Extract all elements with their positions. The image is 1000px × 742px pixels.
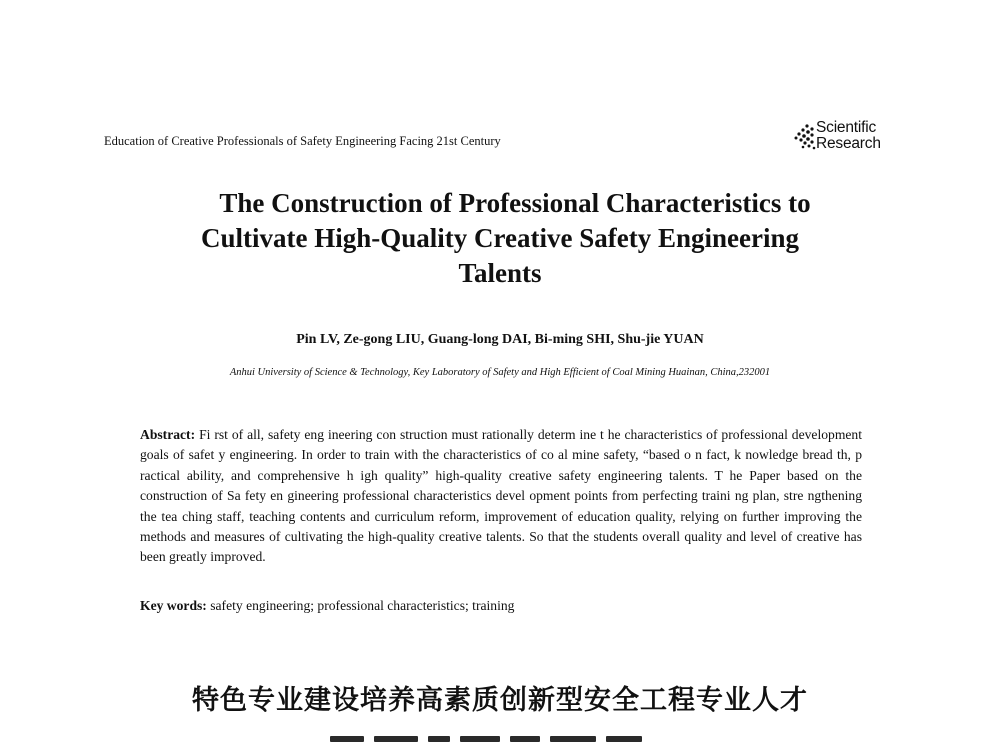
running-header: Education of Creative Professionals of Safety Engineering Facing 21st Century [104, 134, 501, 148]
title-line-1: The Construction of Professional Characteristics to [219, 188, 811, 218]
author-list: Pin LV, Ze-gong LIU, Guang-long DAI, Bi-ming SHI, Shu-jie YUAN [296, 332, 704, 347]
abstract [140, 425, 862, 568]
title-line-3: Talents [458, 258, 542, 288]
logo-wordmark [816, 120, 881, 152]
logo-line-1: Scientific [816, 119, 877, 136]
cropped-next-line [330, 736, 650, 742]
abstract-text: Fi rst of all, safety eng ineering con struction must rationally determ ine t he characteristics of professional development goals of safet y engineering. In order to train with the characteristics of co al mine safety, “based o n fact, k nowledge bread th, p ractical ability, and comprehensive h igh quality” high-quality creative safety engineering talents. T he Paper based on the construction of Sa fety en gineering professional characteristics devel opment points from perfecting traini ng plan, stre ngthening the tea ching staff, teaching contents and curriculum reform, improvement of education quality, relying on further improving the methods and measures of cultivating the high-quality creative talents. So that the students overall quality and level of creative has been greatly improved. [140, 427, 863, 565]
abstract-label: Abstract: [140, 427, 196, 442]
keywords-text: safety engineering; professional characteristics; training [210, 598, 515, 613]
paper-title [120, 186, 880, 291]
title-line-2: Cultivate High-Quality Creative Safety Engineering [201, 223, 799, 253]
keywords [140, 598, 862, 614]
keywords-label: Key words: [140, 598, 207, 613]
publisher-logo [792, 120, 902, 156]
dots-logo-icon [792, 122, 818, 152]
chinese-title: 特色专业建设培养高素质创新型安全工程专业人才 [192, 685, 808, 716]
affiliation: Anhui University of Science & Technology, Key Laboratory of Safety and High Efficient of Coal Mining Huainan, China,232001 [229, 367, 771, 378]
logo-line-2: Research [816, 135, 881, 152]
